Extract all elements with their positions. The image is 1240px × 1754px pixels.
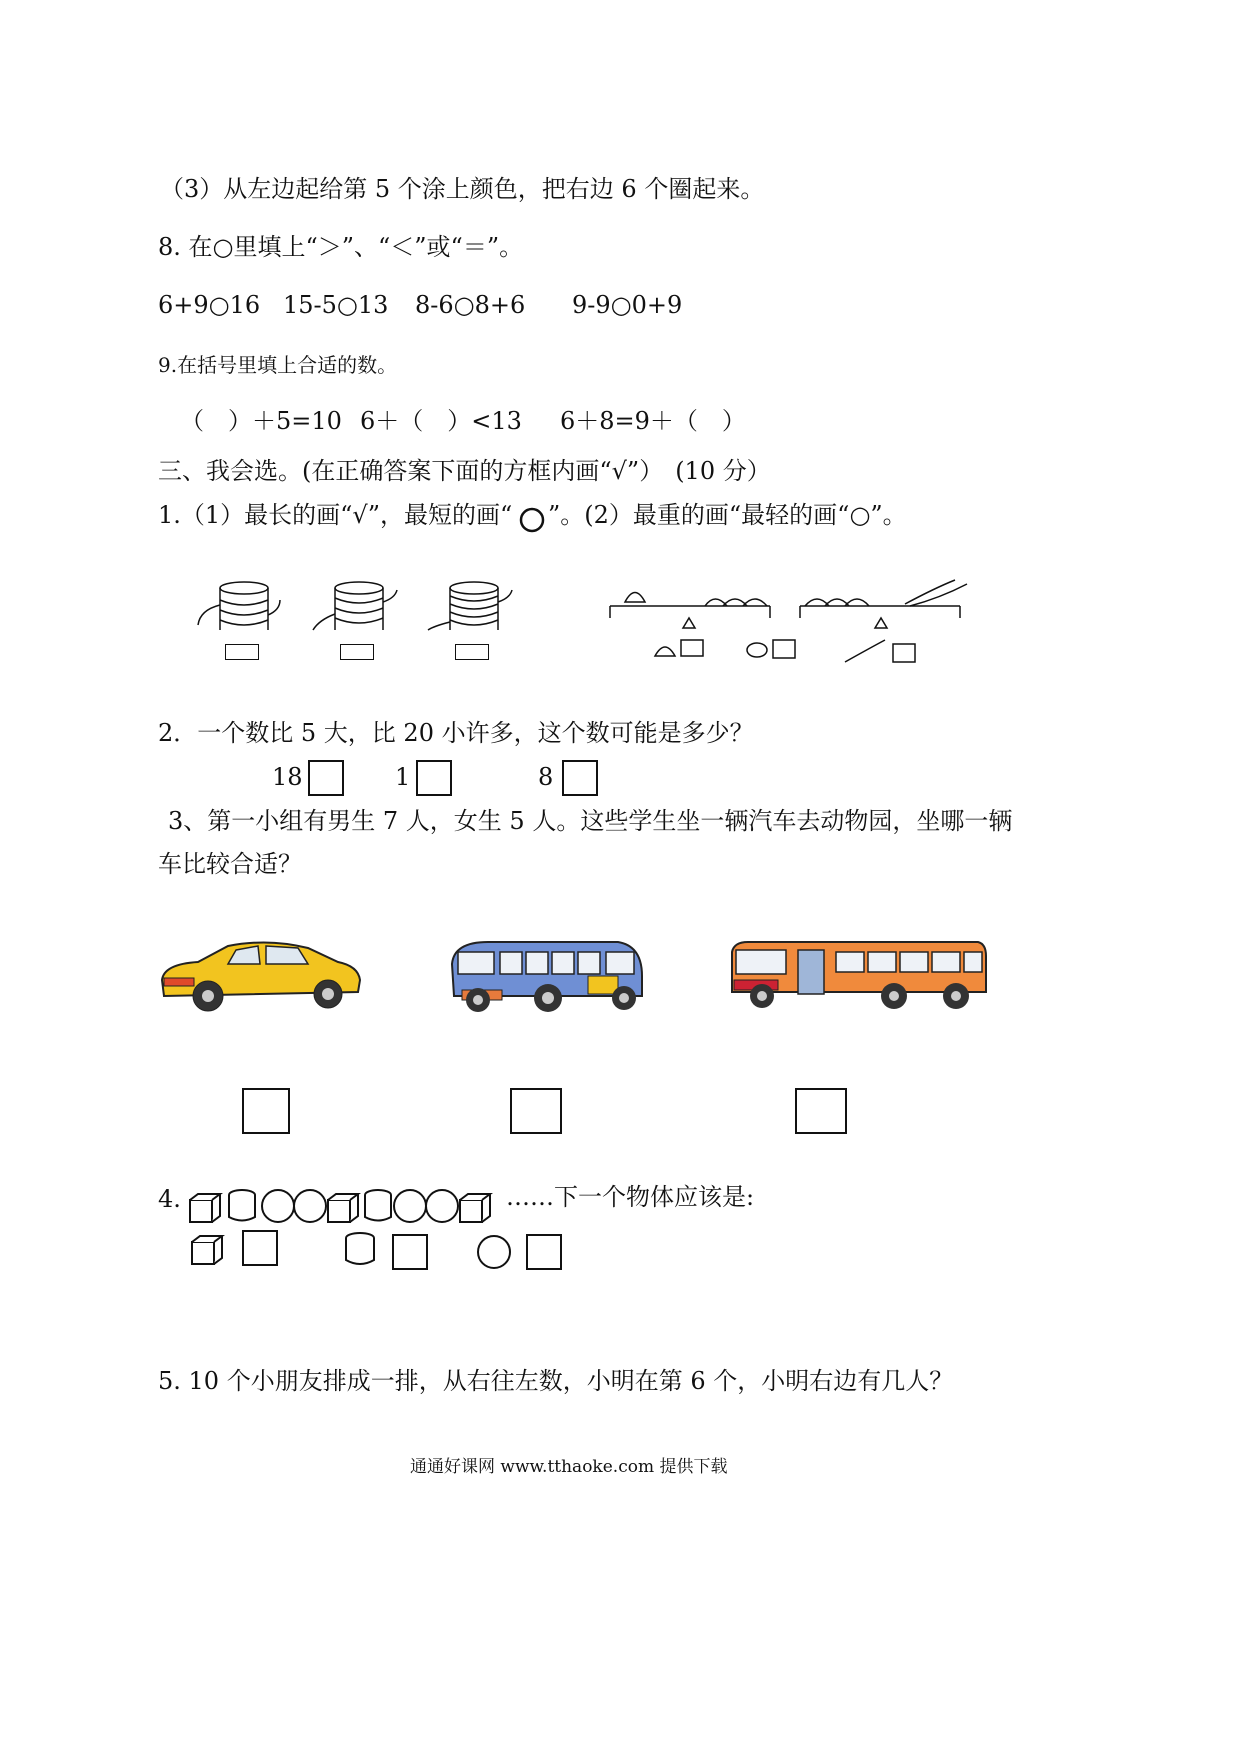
q9-item: 6＋（ ）<13 xyxy=(360,407,522,435)
q7-part3-text: （3）从左边起给第 5 个涂上颜色，把右边 6 个圈起来。 xyxy=(160,175,765,203)
car-picture xyxy=(158,940,363,1015)
q8-item: 8-6○8+6 xyxy=(415,291,526,319)
section-3-title: 三、我会选。(在正确答案下面的方框内画“√”） (10 分） xyxy=(158,457,771,485)
s4-tail-text: ……下一个物体应该是: xyxy=(506,1183,755,1211)
q8-title: 8. 在○里填上“＞”、“＜”或“＝”。 xyxy=(158,233,524,261)
answer-box[interactable] xyxy=(510,1088,562,1134)
s3-text-line2: 车比较合适？ xyxy=(158,850,302,878)
answer-box[interactable] xyxy=(242,1230,278,1266)
s2-option-label: 8 xyxy=(538,763,554,791)
circle-symbol-icon xyxy=(518,505,548,535)
s1-text-a: 1.（1）最长的画“√”，最短的画“ xyxy=(158,501,513,529)
answer-box[interactable] xyxy=(242,1088,290,1134)
answer-box[interactable] xyxy=(416,760,452,796)
s2-option-label: 1 xyxy=(395,763,411,791)
balance-scales-picture xyxy=(605,578,985,668)
minibus-picture xyxy=(448,940,648,1015)
q9-title: 9.在括号里填上合适的数。 xyxy=(158,353,398,377)
q9-item: 6＋8=9＋（ ） xyxy=(560,407,746,435)
bus-picture xyxy=(728,938,988,1013)
q8-item: 9-9○0+9 xyxy=(572,291,683,319)
answer-box[interactable] xyxy=(225,644,259,660)
s2-text: 2．一个数比 5 大，比 20 小许多，这个数可能是多少？ xyxy=(158,719,754,747)
s5-text: 5. 10 个小朋友排成一排，从右往左数，小明在第 6 个，小明右边有几人？ xyxy=(158,1367,954,1395)
answer-box[interactable] xyxy=(526,1234,562,1270)
q9-item: （ ）＋5=10 xyxy=(180,407,342,435)
answer-box[interactable] xyxy=(562,760,598,796)
answer-box[interactable] xyxy=(308,760,344,796)
footer-text: 通通好课网 www.tthaoke.com 提供下载 xyxy=(410,1457,728,1477)
q8-item: 6+9○16 xyxy=(158,291,261,319)
cylinder-option-icon xyxy=(344,1232,378,1268)
s1-text-b: ”。(2）最重的画“最轻的画“○”。 xyxy=(548,501,907,529)
answer-box[interactable] xyxy=(340,644,374,660)
s3-text-line1: 3、第一小组有男生 7 人，女生 5 人。这些学生坐一辆汽车去动物园，坐哪一辆 xyxy=(168,807,1013,835)
s2-option-label: 18 xyxy=(272,763,303,791)
answer-box[interactable] xyxy=(455,644,489,660)
answer-box[interactable] xyxy=(392,1234,428,1270)
s4-number: 4. xyxy=(158,1185,181,1213)
q8-item: 15-5○13 xyxy=(283,291,389,319)
answer-box[interactable] xyxy=(795,1088,847,1134)
cube-option-icon xyxy=(190,1234,224,1268)
circle-option-icon xyxy=(476,1234,512,1270)
shape-sequence-picture xyxy=(188,1188,493,1224)
